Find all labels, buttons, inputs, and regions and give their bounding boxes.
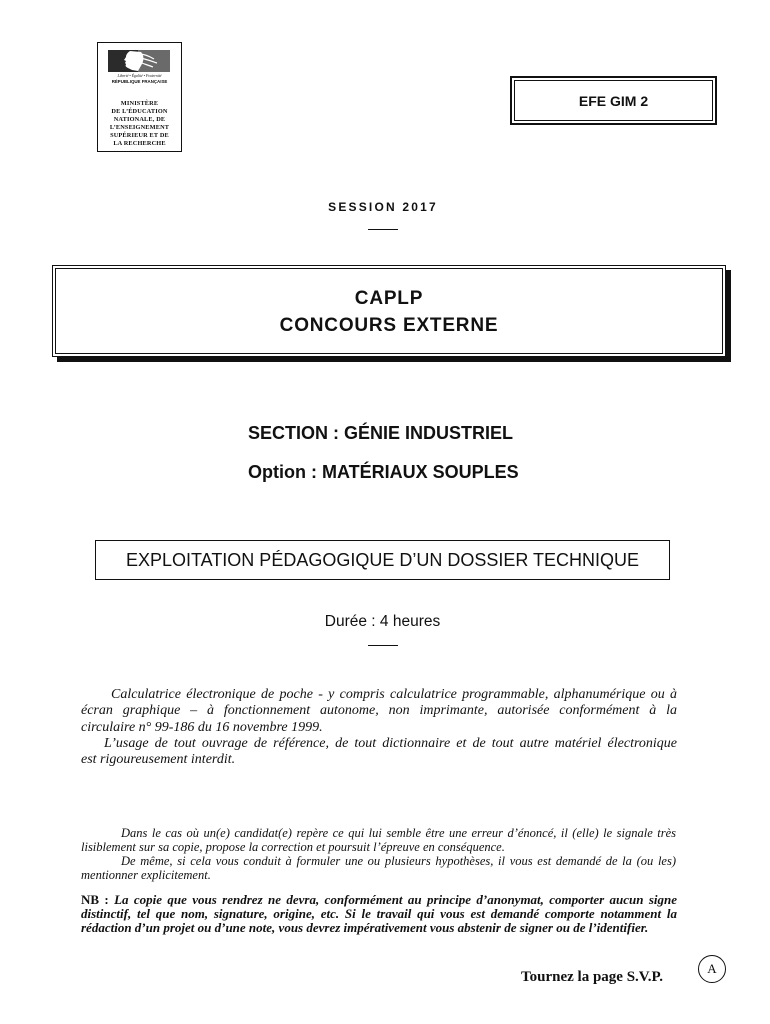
ministry-line: LA RECHERCHE <box>113 140 166 147</box>
ministry-line: DE L’ÉDUCATION <box>111 108 168 115</box>
ministry-line: NATIONALE, DE <box>113 116 166 123</box>
session-label: SESSION 2017 <box>328 200 438 214</box>
competition-name: CAPLP <box>354 288 424 309</box>
exam-rules <box>81 687 677 768</box>
republic-name: RÉPUBLIQUE FRANÇAISE <box>111 79 168 84</box>
exam-code-box <box>510 76 717 125</box>
marianne-logo-icon <box>108 50 170 72</box>
paper-title: EXPLOITATION PÉDAGOGIQUE D’UN DOSSIER TECHNIQUE <box>95 540 670 580</box>
ministry-line: L’ENSEIGNEMENT <box>109 124 170 131</box>
option-heading: Option : MATÉRIAUX SOUPLES <box>248 462 519 482</box>
ministry-name <box>98 100 181 148</box>
ministry-logo-box <box>97 42 182 152</box>
nb-label: NB : <box>81 892 109 907</box>
hypothesis-notice-line: De même, si cela vous conduit à formuler une ou plusieurs hypothèses, il vous est demandé de la (ou les) <box>121 854 676 868</box>
hypothesis-notice-line: mentionner explicitement. <box>81 868 211 882</box>
calculator-rule-line: écran graphique – à fonctionnement autonome, non imprimante, autorisée conformément à la <box>81 703 677 719</box>
error-notice-line: lisiblement sur sa copie, propose la correction et poursuit l’épreuve en conséquence. <box>81 840 505 854</box>
anonymity-notice-line <box>81 893 677 907</box>
turn-page-label: Tournez la page S.V.P. <box>521 969 663 985</box>
anonymity-notice <box>81 893 677 935</box>
calculator-rule-line: circulaire n° 99-186 du 16 novembre 1999. <box>81 719 323 735</box>
ministry-line: MINISTÈRE <box>120 100 159 107</box>
reference-rule-line: est rigoureusement interdit. <box>81 752 236 768</box>
ministry-line: SUPÉRIEUR ET DE <box>110 132 169 139</box>
anonymity-notice-line: rédaction d’un projet ou d’une note, vous devrez impérativement vous abstenir de signer ou de l’identifier. <box>81 920 649 935</box>
section-heading: SECTION : GÉNIE INDUSTRIEL <box>248 423 514 443</box>
republic-motto: Liberté • Égalité • Fraternité <box>117 74 162 78</box>
session-divider <box>368 229 398 230</box>
competition-frame <box>52 265 726 357</box>
anonymity-notice-text: La copie que vous rendrez ne devra, conformément au principe d’anonymat, comporter aucun signe <box>114 892 677 907</box>
error-notice <box>81 826 676 882</box>
anonymity-notice-line: distinctif, tel que nom, signature, origine, etc. Si le travail qui vous est demandé comporte notamment la <box>81 906 677 921</box>
exam-code: EFE GIM 2 <box>514 80 713 121</box>
competition-frame-inner <box>55 268 723 354</box>
page-marker-circle: A <box>698 955 726 983</box>
error-notice-line: Dans le cas où un(e) candidat(e) repère ce qui lui semble être une erreur d’énoncé, il (elle) le signale très <box>121 826 676 840</box>
calculator-rule-line: Calculatrice électronique de poche - y compris calculatrice programmable, alphanumérique ou à <box>111 687 677 702</box>
competition-type: CONCOURS EXTERNE <box>279 315 499 336</box>
duration-label: Durée : 4 heures <box>324 613 441 630</box>
reference-rule-line: L’usage de tout ouvrage de référence, de tout dictionnaire et de tout autre matériel électronique <box>104 735 677 751</box>
duration-divider <box>368 645 398 646</box>
